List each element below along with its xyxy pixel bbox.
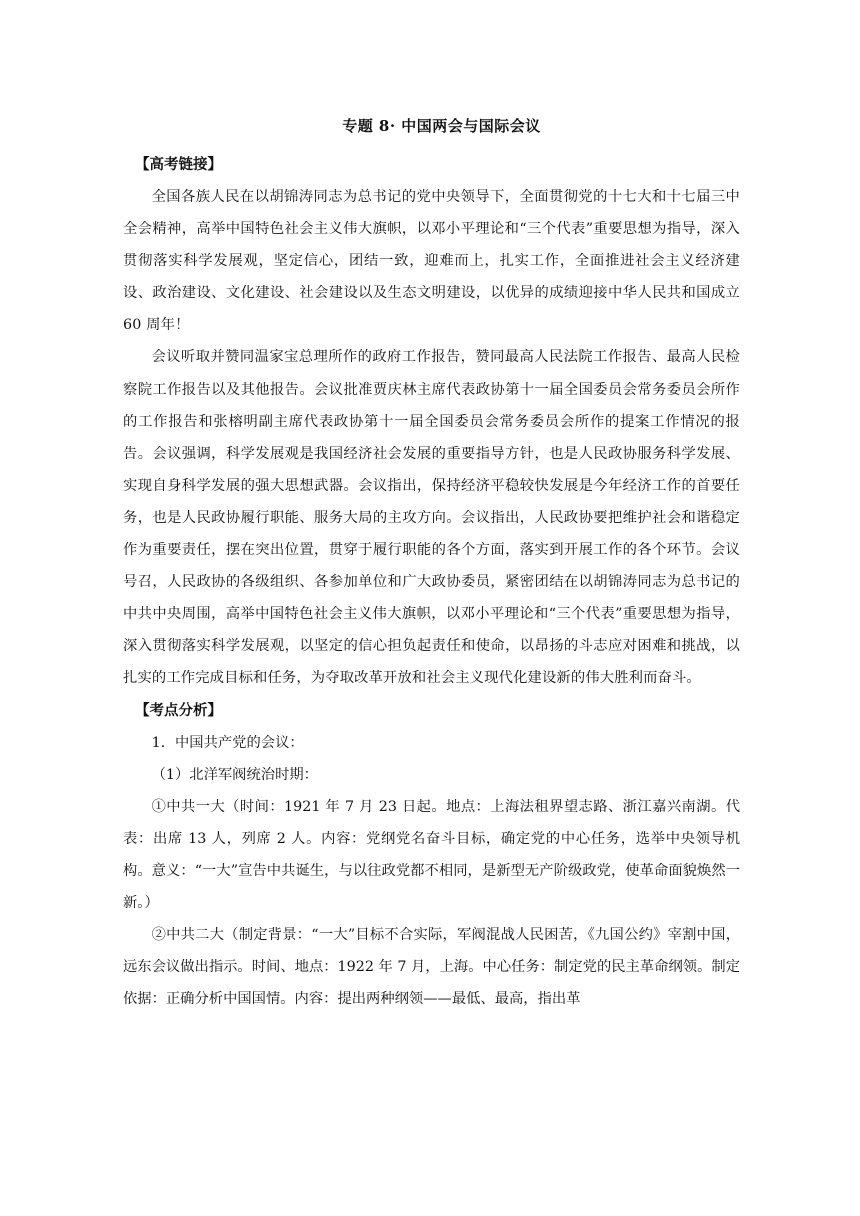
section-gaokao-link xyxy=(123,149,740,695)
section-heading: 【考点分析】 xyxy=(135,701,222,719)
paragraph: 全国各族人民在以胡锦涛同志为总书记的党中央领导下，全面贯彻党的十七大和十七届三中全会精神，高举中国特色社会主义伟大旗帜，以邓小平理论和“三个代表”重要思想为指导，深入贯彻落实科学发展观，坚定信心，团结一致，迎难而上，扎实工作，全面推进社会主义经济建设、政治建设、文化建设、社会建设以及生态文明建设，以优异的成绩迎接中华人民共和国成立 60 周年！ xyxy=(123,189,740,334)
document-title: 专题 8· 中国两会与国际会议 xyxy=(342,117,541,135)
list-item: ②中共二大（制定背景：“一大”目标不合实际，军阀混战人民困苦，《九国公约》宰割中国，远东会议做出指示。时间、地点：1922 年 7 月，上海。中心任务：制定党的民主革命纲领。制定依据：正确分析中国国情。内容：提出两种纲领——最低、最高，指出革 xyxy=(123,927,740,1008)
section-analysis xyxy=(123,695,740,1016)
list-item: 1．中国共产党的会议： xyxy=(151,734,304,751)
list-item: ①中共一大（时间：1921 年 7 月 23 日起。地点：上海法租界望志路、浙江嘉兴南湖。代表：出席 13 人，列席 2 人。内容：党纲党名奋斗目标，确定党的中心任务，选举中央领导机构。意义：“一大”宣告中共诞生，与以往政党都不相同，是新型无产阶级政党，使革命面貌焕然一新。） xyxy=(123,798,740,911)
list-item: （1）北洋军阀统治时期： xyxy=(151,766,318,783)
paragraph: 会议听取并赞同温家宝总理所作的政府工作报告，赞同最高人民法院工作报告、最高人民检察院工作报告以及其他报告。会议批准贾庆林主席代表政协第十一届全国委员会常务委员会所作的工作报告和张榕明副主席代表政协第十一届全国委员会常务委员会所作的提案工作情况的报告。会议强调，科学发展观是我国经济社会发展的重要指导方针，也是人民政协服务科学发展、实现自身科学发展的强大思想武器。会议指出，保持经济平稳较快发展是今年经济工作的首要任务，也是人民政协履行职能、服务大局的主攻方向。会议指出，人民政协要把维护社会和谐稳定作为重要责任，摆在突出位置，贯穿于履行职能的各个方面，落实到开展工作的各个环节。会议号召，人民政协的各级组织、各参加单位和广大政协委员，紧密团结在以胡锦涛同志为总书记的中共中央周围，高举中国特色社会主义伟大旗帜，以邓小平理论和“三个代表”重要思想为指导，深入贯彻落实科学发展观，以坚定的信心担负起责任和使命，以昂扬的斗志应对困难和挑战，以扎实的工作完成目标和任务，为夺取改革开放和社会主义现代化建设新的伟大胜利而奋斗。 xyxy=(123,349,740,687)
document-page xyxy=(123,112,740,1015)
section-heading: 【高考链接】 xyxy=(135,156,222,173)
